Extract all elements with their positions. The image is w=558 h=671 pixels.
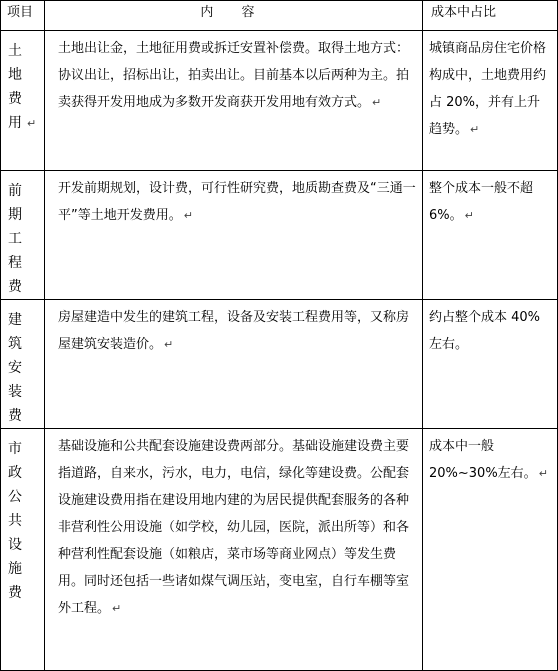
row-ratio-cell — [423, 171, 558, 300]
paragraph-mark-icon: ↵ — [164, 338, 174, 351]
row-ratio-text: 成本中一般20%~30%左右。 — [429, 439, 537, 481]
paragraph-mark-icon: ↵ — [112, 602, 122, 615]
header-content: 内 容 — [45, 1, 423, 31]
row-content-cell — [45, 31, 423, 171]
row-ratio-cell — [423, 31, 558, 171]
row-content-cell — [45, 171, 423, 300]
row-content-text: 开发前期规划，设计费，可行性研究费，地质勘查费及“三通一平”等土地开发费用。 — [58, 181, 416, 223]
paragraph-mark-icon: ↵ — [538, 467, 548, 480]
row-ratio-cell — [423, 429, 558, 671]
paragraph-mark-icon: ↵ — [470, 123, 480, 136]
row-content-text: 房屋建造中发生的建筑工程，设备及安装工程费用等，又称房屋建筑安装造价。 — [58, 310, 410, 352]
row-content-cell — [45, 429, 423, 671]
paragraph-mark-icon: ↵ — [464, 209, 474, 222]
row-item-cell — [1, 171, 45, 300]
paragraph-mark-icon: ↵ — [183, 209, 193, 222]
row-content-cell — [45, 300, 423, 429]
row-item-label: 土地费用 — [8, 43, 25, 131]
row-item-cell — [1, 429, 45, 671]
row-item-label: 前期工程费 — [8, 183, 25, 295]
row-item-label: 市政公共设施费 — [8, 441, 25, 601]
table-header-row — [1, 1, 558, 31]
row-ratio-text: 约占整个成本 40%左右。 — [429, 310, 541, 352]
table-row — [1, 171, 558, 300]
header-item: 项目 — [1, 1, 45, 31]
table-row — [1, 429, 558, 671]
row-ratio-text: 整个成本一般不超6%。 — [429, 181, 534, 223]
row-ratio-cell — [423, 300, 558, 429]
paragraph-mark-icon: ↵ — [372, 96, 382, 109]
table-row — [1, 300, 558, 429]
row-item-label: 建筑安装费 — [8, 312, 25, 424]
table-row — [1, 31, 558, 171]
header-ratio: 成本中占比 — [423, 1, 558, 31]
row-item-cell — [1, 300, 45, 429]
row-content-text: 土地出让金，土地征用费或拆迁安置补偿费。取得土地方式：协议出让，招标出让，拍卖出让。目前基本以后两种为主。拍卖获得开发用地成为多数开发商获开发用地有效方式。 — [58, 41, 410, 110]
row-ratio-text: 城镇商品房住宅价格构成中，土地费用约占 20%，并有上升趋势。 — [429, 41, 547, 137]
row-content-text: 基础设施和公共配套设施建设费两部分。基础设施建设费主要指道路，自来水，污水，电力，电信，绿化等建设费。公配套设施建设费用指在建设用地内建的为居民提供配套服务的各种非营利性公用设施（如学校，幼儿园，医院，派出所等）和各种营利性配套设施（如粮店，菜市场等商业网点）等发生费用。同时还包括一些诸如煤气调压站，变电室，自行车棚等室外工程。 — [58, 439, 410, 616]
row-item-cell — [1, 31, 45, 171]
paragraph-mark-icon: ↵ — [27, 117, 40, 130]
